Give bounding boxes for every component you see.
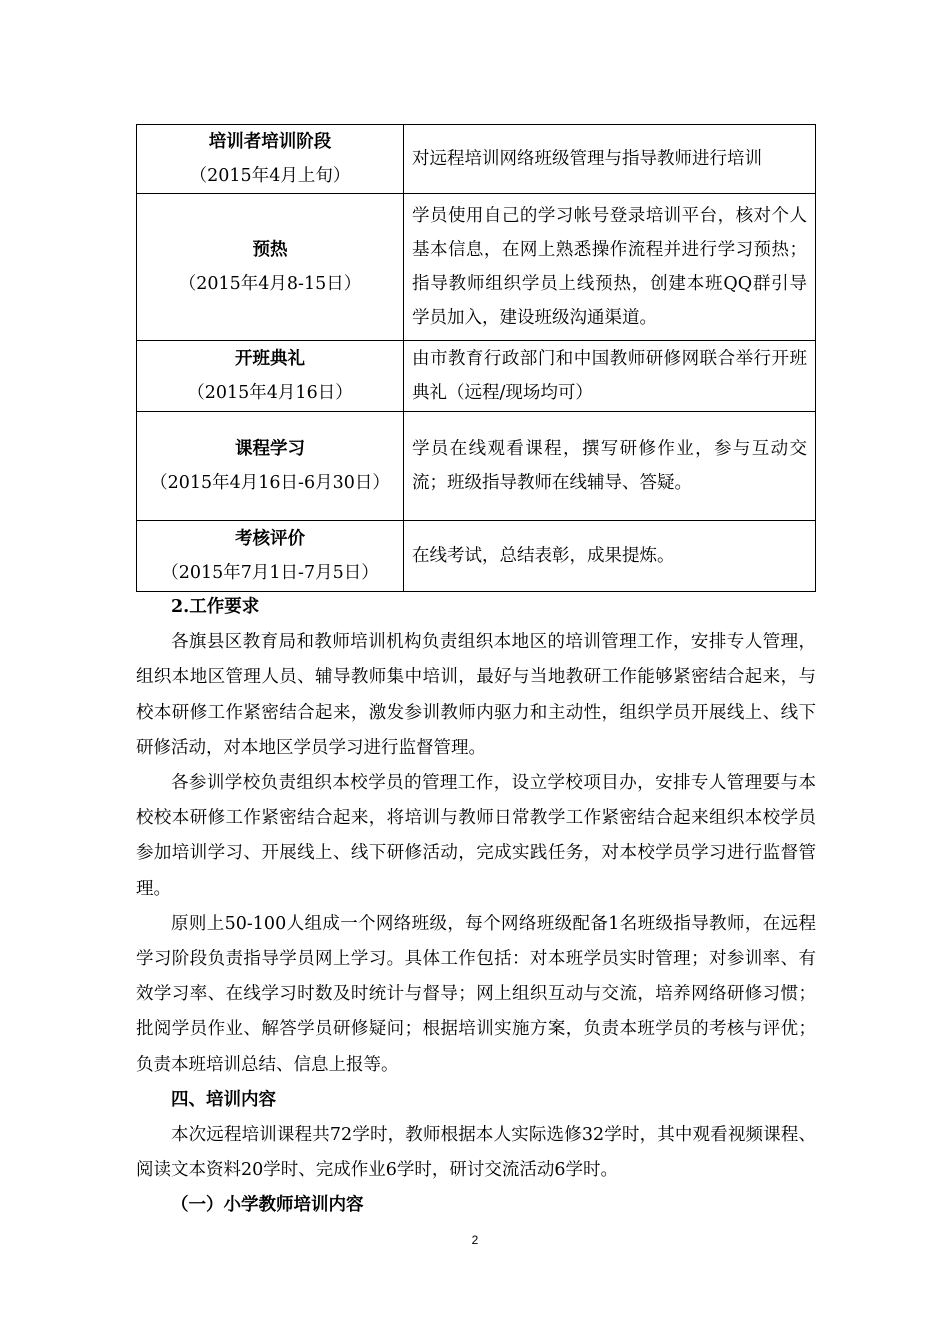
table-row: [137, 521, 816, 592]
stage-dates: （2015年7月1日-7月5日）: [161, 563, 379, 583]
stage-dates: （2015年4月16日-6月30日）: [150, 473, 390, 493]
stage-description: 由市教育行政部门和中国教师研修网联合举行开班典礼（远程/现场均可）: [404, 341, 816, 412]
stage-description: 对远程培训网络班级管理与指导教师进行培训: [404, 125, 816, 194]
table-row: [137, 412, 816, 521]
stage-dates: （2015年4月16日）: [187, 383, 353, 403]
document-body: [136, 590, 816, 1224]
stage-dates: （2015年4月上旬）: [189, 166, 351, 186]
paragraph: 各旗县区教育局和教师培训机构负责组织本地区的培训管理工作，安排专人管理，组织本地区管理人员、辅导教师集中培训，最好与当地教研工作能够紧密结合起来，与校本研修工作紧密结合起来，激发参训教师内驱力和主动性，组织学员开展线上、线下研修活动，对本地区学员学习进行监督管理。: [136, 632, 816, 758]
stage-name: 开班典礼: [235, 349, 305, 369]
paragraph: 各参训学校负责组织本校学员的管理工作，设立学校项目办，安排专人管理要与本校校本研修工作紧密结合起来，将培训与教师日常教学工作紧密结合起来组织本校学员参加培训学习、开展线上、线下研修活动，完成实践任务，对本校学员学习进行监督管理。: [136, 773, 816, 899]
work-requirements-heading: 2.工作要求: [171, 597, 260, 617]
subsection-heading: （一）小学教师培训内容: [171, 1195, 364, 1216]
stage-name: 预热: [252, 240, 288, 260]
stage-cell: [137, 521, 404, 592]
stage-dates: （2015年4月8-15日）: [178, 274, 362, 294]
stage-name: 课程学习: [235, 439, 305, 459]
table-row: [137, 341, 816, 412]
stage-cell: [137, 194, 404, 341]
table-row: [137, 194, 816, 341]
stage-description: 学员在线观看课程，撰写研修作业，参与互动交流；班级指导教师在线辅导、答疑。: [404, 412, 816, 521]
stage-name: 培训者培训阶段: [208, 132, 332, 152]
stage-description: 学员使用自己的学习帐号登录培训平台，核对个人基本信息，在网上熟悉操作流程并进行学习预热；指导教师组织学员上线预热，创建本班QQ群引导学员加入，建设班级沟通渠道。: [404, 194, 816, 341]
paragraph: 本次远程培训课程共72学时，教师根据本人实际选修32学时，其中观看视频课程、阅读文本资料20学时、完成作业6学时，研讨交流活动6学时。: [136, 1125, 816, 1181]
stage-cell: [137, 125, 404, 194]
section-heading: 四、培训内容: [171, 1089, 276, 1110]
table-row: [137, 125, 816, 194]
paragraph: 原则上50-100人组成一个网络班级，每个网络班级配备1名班级指导教师，在远程学习阶段负责指导学员网上学习。具体工作包括：对本班学员实时管理；对参训率、有效学习率、在线学习时数及时统计与督导；网上组织互动与交流，培养网络研修习惯；批阅学员作业、解答学员研修疑问；根据培训实施方案，负责本班学员的考核与评优；负责本班培训总结、信息上报等。: [136, 913, 816, 1075]
training-schedule-table: [136, 124, 816, 592]
stage-name: 考核评价: [235, 529, 305, 549]
stage-cell: [137, 412, 404, 521]
page-number: 2: [471, 1233, 479, 1247]
stage-cell: [137, 341, 404, 412]
stage-description: 在线考试，总结表彰，成果提炼。: [404, 521, 816, 592]
